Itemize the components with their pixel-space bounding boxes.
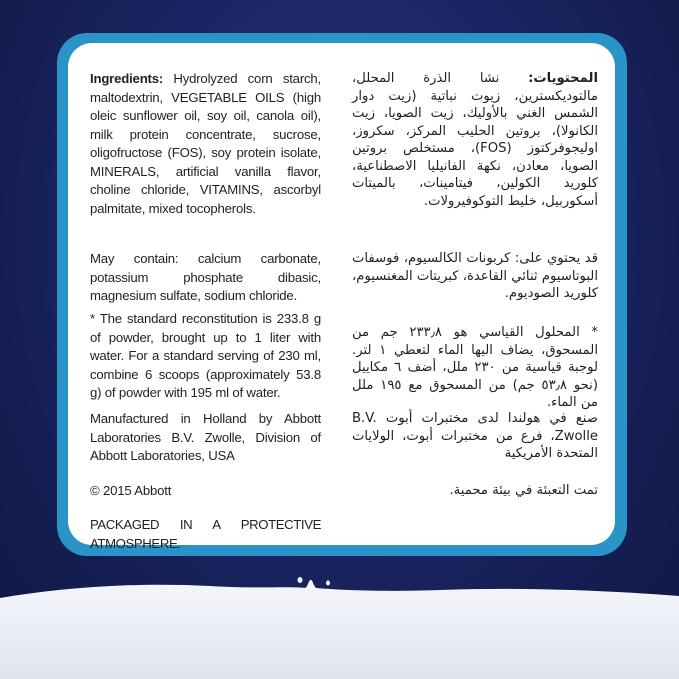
packaged-text-ar: تمت التعبئة في بيئة محمية. — [449, 483, 598, 498]
ingredients-text-ar: نشا الذرة المحلل، مالتوديكسترين، زيوت نباتية (زيت دوار الشمس الغني بالأوليك، زيت الصويا، زيت الكانولا)، بروتين الحليب المركز، سكروز، اوليجوفركتوز (FOS)، مستخلص بروتين الصويا، معادن، نكهة الفانيليا الاصطناعية، كلوريد الكولين، فيتامينات، بالميتات أسكوربيل، خليط التوكوفيرولات. — [352, 71, 598, 209]
manufacturer-text-ar: صنع في هولندا لدى مختبرات أبوت B.V. Zwolle، فرع من مختبرات أبوت، الولايات المتحدة الأمريكية — [352, 411, 598, 461]
reconstitution-text-ar: * المحلول القياسي هو ٢٣٣٫٨ جم من المسحوق، يضاف اليها الماء لتعطي ١ لتر. لوجبة قياسية من ٢٣٠ ملل، أضف ٦ مكاييل (نحو ٥٣٫٨ جم) من المسحوق مع ١٩٥ ملل من الماء. — [352, 325, 598, 410]
ingredients-label: Ingredients: — [90, 71, 164, 86]
copyright-text: © 2015 Abbott — [90, 483, 172, 498]
packaged-text: PACKAGED IN A PROTECTIVE ATMOSPHERE. — [90, 517, 321, 551]
may-contain-text-ar: قد يحتوي على: كربونات الكالسيوم، فوسفات البوتاسيوم ثنائي القاعدة، كبريتات المغنسيوم، كلوريد الصوديوم. — [352, 251, 598, 301]
may-contain-text: May contain: calcium carbonate, potassium phosphate dibasic, magnesium sulfate, sodium chloride. — [90, 251, 321, 303]
ingredients-text: Hydrolyzed corn starch, maltodextrin, VEGETABLE OILS (high oleic sunflower oil, soy oil, canola oil), milk protein concentrate, sucrose, oligofructose (FOS), soy protein isolate, MINERALS, artificial vanilla flavor, choline chloride, VITAMINS, ascorbyl palmitate, mixed tocopherols. — [90, 71, 321, 216]
label-card — [68, 43, 615, 551]
ingredients-paragraph — [90, 70, 321, 218]
ingredients-label-ar: المحتويات: — [528, 71, 598, 86]
ingredients-paragraph-ar — [352, 70, 598, 210]
manufacturer-text: Manufactured in Holland by Abbott Laboratories B.V. Zwolle, Division of Abbott Laboratories, USA — [90, 411, 321, 463]
reconstitution-text: * The standard reconstitution is 233.8 g of powder, brought up to 1 liter with water. For a standard serving of 230 ml, combine 6 scoops (approximately 53.8 g) of powder with 195 ml of water. — [90, 311, 321, 400]
